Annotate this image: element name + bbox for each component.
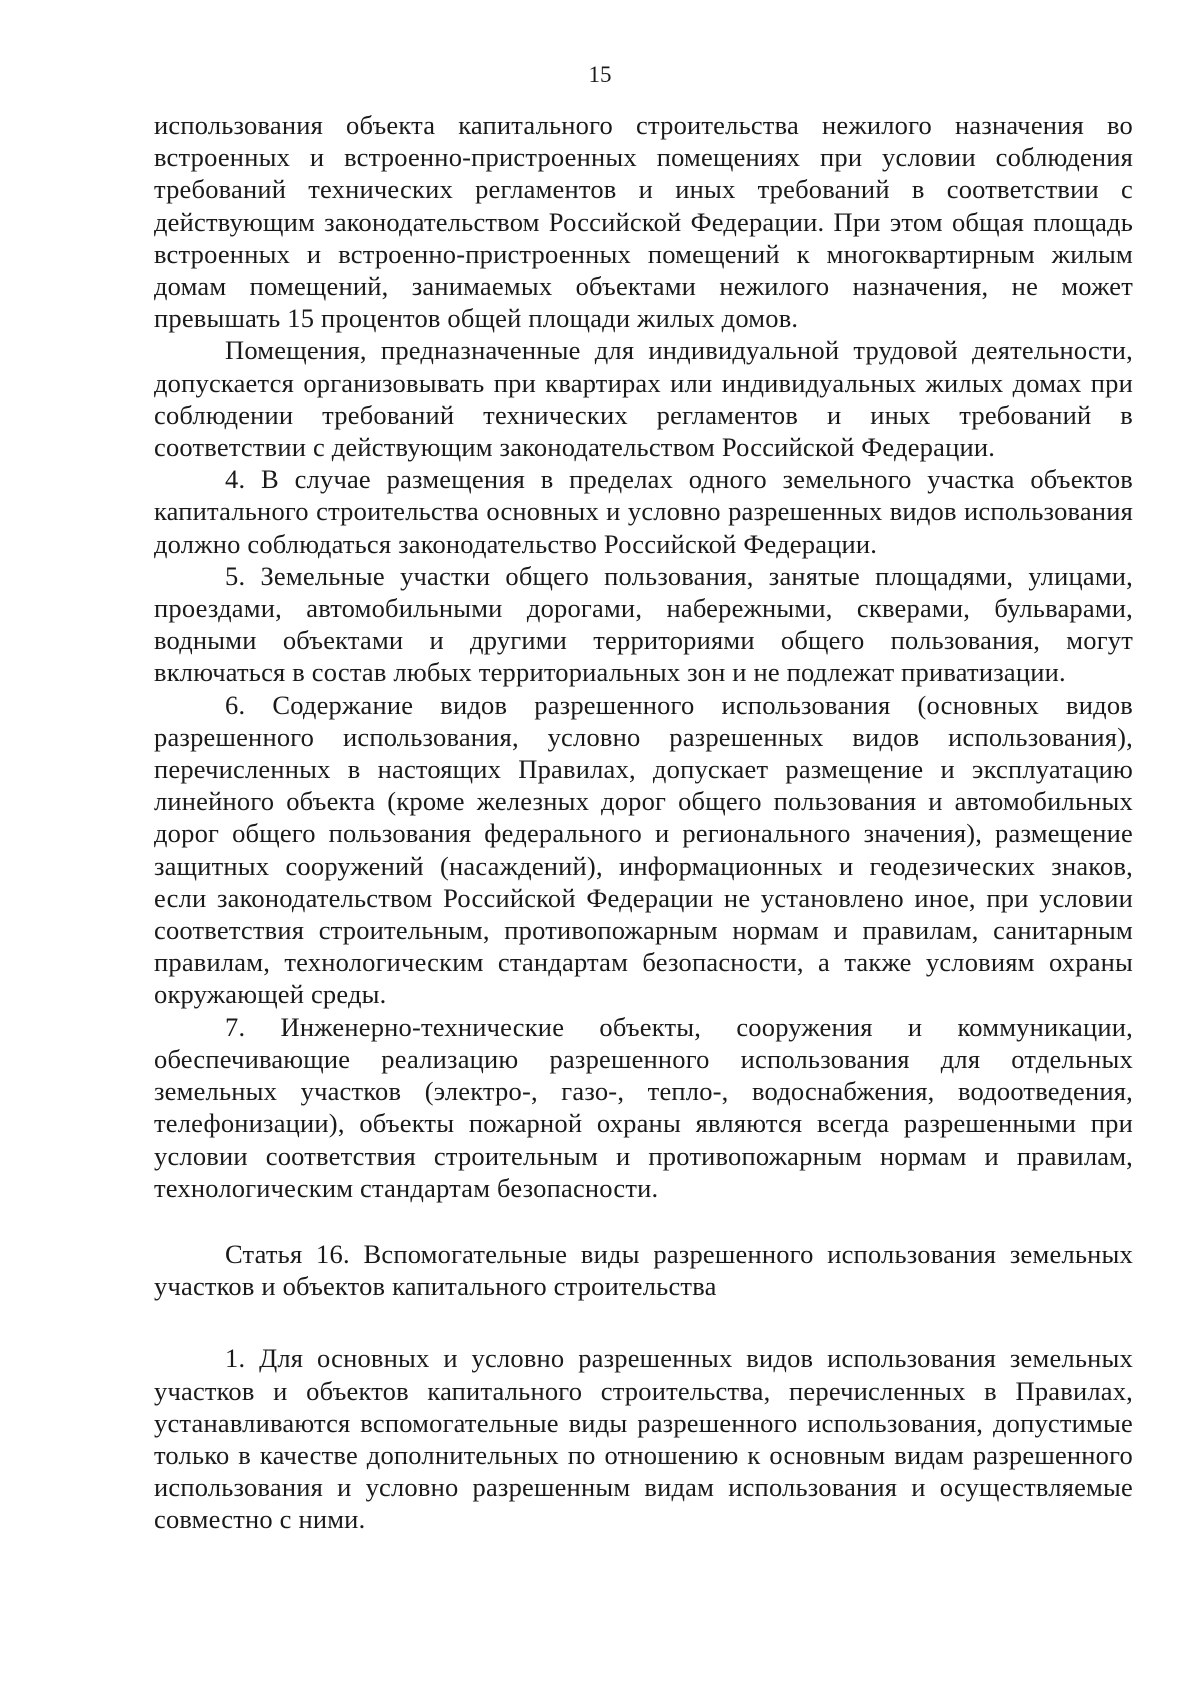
article-heading: Статья 16. Вспомогательные виды разрешенного использования земельных участков и объектов капитального строительства: [154, 1238, 1133, 1302]
document-body: [154, 109, 1133, 1536]
paragraph-item-4: 4. В случае размещения в пределах одного земельного участка объектов капитального строительства основных и условно разрешенных видов использования должно соблюдаться законодательство Российской Федерации.: [154, 464, 1133, 559]
paragraph-premises: Помещения, предназначенные для индивидуальной трудовой деятельности, допускается организовывать при квартирах или индивидуальных жилых домах при соблюдении требований технических регламентов и иных требований в соответствии с действующим законодательством Российской Федерации.: [154, 335, 1133, 463]
paragraph-item-7: 7. Инженерно-технические объекты, сооружения и коммуникации, обеспечивающие реализацию разрешенного использования для отдельных земельных участков (электро-, газо-, тепло-, водоснабжения, водоотведения, телефонизации), объекты пожарной охраны являются всегда разрешенными при условии соответствия строительным и противопожарным нормам и правилам, технологическим стандартам безопасности.: [154, 1011, 1133, 1203]
page-number: 15: [588, 62, 612, 87]
article-paragraph-1: 1. Для основных и условно разрешенных видов использования земельных участков и объектов капитального строительства, перечисленных в Правилах, устанавливаются вспомогательные виды разрешенного использования, допустимые только в качестве дополнительных по отношению к основным видам разрешенного использования и условно разрешенным видам использования и осуществляемые совместно с ними.: [154, 1343, 1133, 1535]
paragraph-continuation: использования объекта капитального строительства нежилого назначения во встроенных и встроенно-пристроенных помещениях при условии соблюдения требований технических регламентов и иных требований в соответствии с действующим законодательством Российской Федерации. При этом общая площадь встроенных и встроенно-пристроенных помещений к многоквартирным жилым домам помещений, занимаемых объектами нежилого назначения, не может превышать 15 процентов общей площади жилых домов.: [154, 110, 1133, 334]
paragraph-item-5: 5. Земельные участки общего пользования, занятые площадями, улицами, проездами, автомобильными дорогами, набережными, скверами, бульварами, водными объектами и другими территориями общего пользования, могут включаться в состав любых территориальных зон и не подлежат приватизации.: [154, 560, 1133, 688]
paragraph-item-6: 6. Содержание видов разрешенного использования (основных видов разрешенного использования, условно разрешенных видов использования), перечисленных в настоящих Правилах, допускает размещение и эксплуатацию линейного объекта (кроме железных дорог общего пользования и автомобильных дорог общего пользования федерального и регионального значения), размещение защитных сооружений (насаждений), информационных и геодезических знаков, если законодательством Российской Федерации не установлено иное, при условии соответствия строительным, противопожарным нормам и правилам, санитарным правилам, технологическим стандартам безопасности, а также условиям охраны окружающей среды.: [154, 689, 1133, 1010]
